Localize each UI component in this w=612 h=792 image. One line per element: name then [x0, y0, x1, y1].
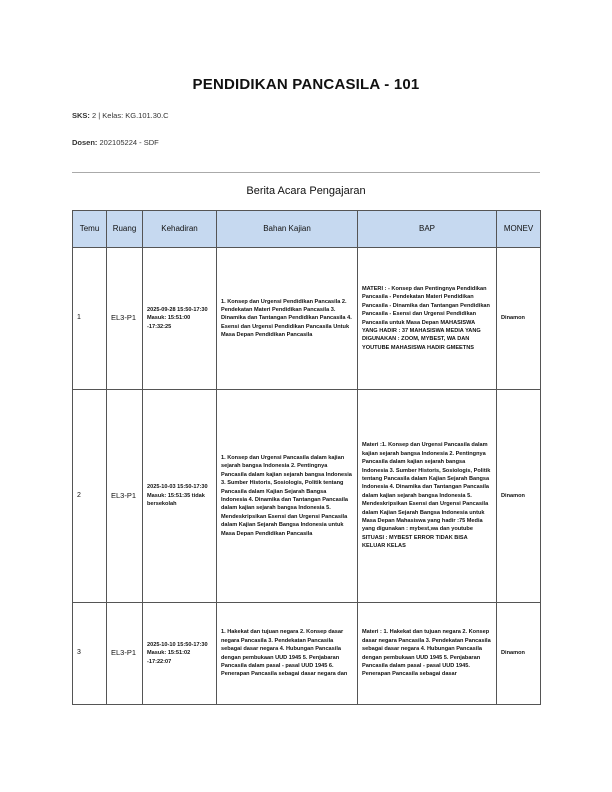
- bap-cell: Materi :1. Konsep dan Urgensi Pancasila dalam kajian sejarah bangsa Indonesia 2. Pentingnya Pancasila dalam kajian sejarah bangsa Indonesia 3. Sumber Historis, Sosiologis, Politik tentang Pancasila dalam Kajian Sejarah Bangsa Indonesia 4. Dinamika dan Tantangan Pancasila dalam kajian sejarah bangsa Indonesia 5. Mendeskripsikan Esensi dan Urgensi Pancasila dalam Kajian Sejarah Bangsa Indonesia untuk Masa Depan Mahasiswa yang hadir :75 Media yang digunakan : mybest,wa dan youtube SITUASI : MYBEST ERROR TIDAK BISA KELUAR KELAS: [358, 390, 497, 603]
- col-header-ruang: Ruang: [107, 211, 143, 248]
- bahan-kajian-cell: 1. Konsep dan Urgensi Pancasila dalam kajian sejarah bangsa Indonesia 2. Pentingnya Pancasila dalam kajian sejarah bangsa Indonesia 3. Sumber Historis, Sosiologis, Politik tentang Pancasila dalam Kajian Sejarah Bangsa Indonesia 4. Dinamika dan Tantangan Pancasila dalam kajian sejarah bangsa Indonesia 5. Mendeskripsikan Esensi dan Urgensi Pancasila dalam Kajian Sejarah Bangsa Indonesia untuk Masa Depan Pendidikan Pancasila: [217, 390, 358, 603]
- dosen-line: [72, 138, 159, 147]
- table-row: [73, 248, 541, 390]
- col-header-temu: Temu: [73, 211, 107, 248]
- bahan-kajian-cell: 1. Hakekat dan tujuan negara 2. Konsep dasar negara Pancasila 3. Pendekatan Pancasila sebagai dasar negara 4. Hubungan Pancasila dengan pembukaan UUD 1945 5. Penjabaran Pancasila dalam pasal - pasal UUD 1945 6. Penerapan Pancasila sebagai dasar negara dan: [217, 603, 358, 705]
- bahan-kajian-cell: 1. Konsep dan Urgensi Pendidikan Pancasila 2. Pendekatan Materi Pendidikan Pancasila 3. Dinamika dan Tantangan Pendidikan Pancasila 4. Esensi dan Urgensi Pendidikan Pancasila Untuk Masa Depan Pendidikan Pancasila: [217, 248, 358, 390]
- kehadiran-cell: 2025-10-03 15:50-17:30 Masuk: 15:51:35 tidak bersekolah: [143, 390, 217, 603]
- monev-cell: Dinamon: [497, 603, 541, 705]
- table-row: [73, 603, 541, 705]
- sks-label: SKS:: [72, 111, 90, 120]
- col-header-bap: BAP: [358, 211, 497, 248]
- dosen-value: 202105224 - SDF: [99, 138, 159, 147]
- ruang-cell: EL3-P1: [107, 248, 143, 390]
- kehadiran-cell: 2025-09-28 15:50-17:30 Masuk: 15:51:00 -17:32:25: [143, 248, 217, 390]
- col-header-kehadiran: Kehadiran: [143, 211, 217, 248]
- col-header-monev: MONEV: [497, 211, 541, 248]
- temu-cell: 1: [73, 248, 107, 390]
- ruang-cell: EL3-P1: [107, 390, 143, 603]
- document-title: PENDIDIKAN PANCASILA - 101: [192, 76, 420, 93]
- temu-cell: 3: [73, 603, 107, 705]
- bap-table: [72, 210, 541, 705]
- temu-cell: 2: [73, 390, 107, 603]
- sks-kelas-value: 2 | Kelas: KG.101.30.C: [92, 111, 169, 120]
- dosen-label: Dosen:: [72, 138, 98, 147]
- monev-cell: Dinamon: [497, 248, 541, 390]
- monev-cell: Dinamon: [497, 390, 541, 603]
- ruang-cell: EL3-P1: [107, 603, 143, 705]
- table-row: [73, 390, 541, 603]
- section-title: Berita Acara Pengajaran: [246, 185, 366, 197]
- divider: [72, 172, 540, 173]
- table-header-row: [73, 211, 541, 248]
- bap-cell: Materi : 1. Hakekat dan tujuan negara 2. Konsep dasar negara Pancasila 3. Pendekatan Pancasila sebagai dasar negara 4. Hubungan Pancasila dengan pembukaan UUD 1945 5. Penjabaran Pancasila dalam pasal - pasal UUD 1945. Penerapan Pancasila sebagai dasar: [358, 603, 497, 705]
- bap-cell: MATERI : - Konsep dan Pentingnya Pendidikan Pancasila - Pendekatan Materi Pendidikan Pancasila - Dinamika dan Tantangan Pendidikan Pancasila - Esensi dan Urgensi Pendidikan Pancasila untuk Masa Depan MAHASISWA YANG HADIR : 37 MAHASISWA MEDIA YANG DIGUNAKAN : ZOOM, MYBEST, WA DAN YOUTUBE MAHASISWA HADIR GMEETNS: [358, 248, 497, 390]
- col-header-bahan-kajian: Bahan Kajian: [217, 211, 358, 248]
- sks-kelas-line: [72, 111, 169, 120]
- kehadiran-cell: 2025-10-10 15:50-17:30 Masuk: 15:51:02 -17:22:07: [143, 603, 217, 705]
